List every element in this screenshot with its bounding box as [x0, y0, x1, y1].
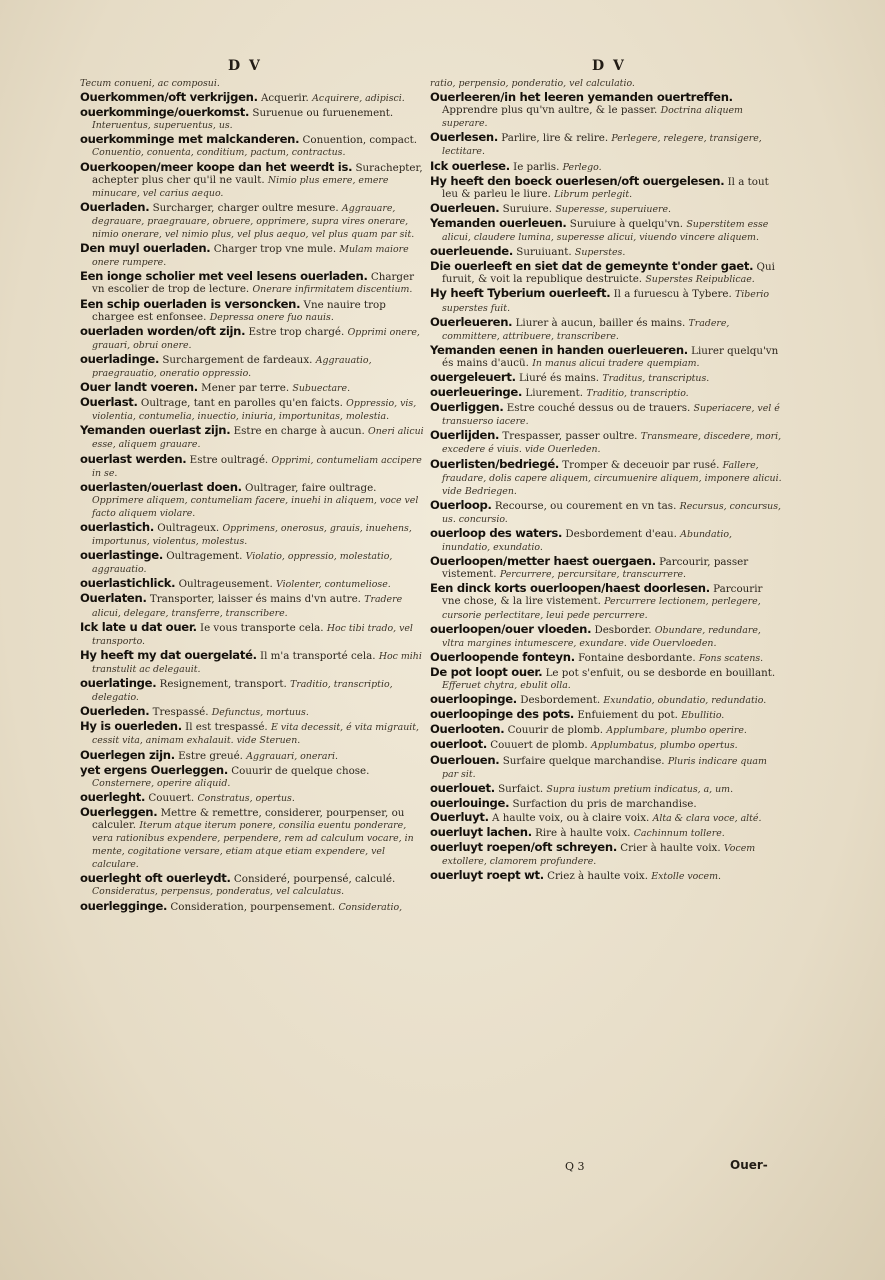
- dictionary-entry: [80, 764, 426, 790]
- latin-gloss: Supra iustum pretium indicatus, a, um.: [546, 783, 734, 795]
- french-gloss: Recourse, ou courement en vn tas.: [494, 499, 677, 512]
- dictionary-entry: [80, 872, 426, 898]
- latin-gloss: Cachinnum tollere.: [633, 827, 725, 839]
- headword: Die ouerleeft en siet dat de gemeynte t'onder gaet.: [430, 259, 754, 274]
- dictionary-entry: [430, 458, 782, 498]
- latin-gloss: Pluris indicare quam par sit.: [442, 755, 767, 780]
- french-gloss: Suruiuant.: [516, 246, 572, 259]
- french-gloss: Liurement.: [525, 387, 584, 400]
- dictionary-entry: [430, 202, 782, 216]
- latin-gloss: Interuentus, superuentus, us.: [92, 120, 233, 132]
- dictionary-entry: [430, 245, 782, 259]
- headword: Ick late u dat ouer.: [80, 619, 197, 634]
- dictionary-entry: [430, 797, 782, 810]
- headword: Hy heeft den boeck ouerlesen/oft ouergelesen.: [430, 173, 725, 188]
- dictionary-entry: [80, 201, 426, 241]
- french-gloss: Charger trop vne mule.: [213, 243, 337, 256]
- latin-gloss: Subuectare.: [292, 383, 351, 395]
- headword: Een ionge scholier met veel lesens ouerladen.: [80, 269, 368, 284]
- headword: Ouerlooten.: [430, 722, 505, 737]
- dictionary-entry: [80, 521, 426, 548]
- headword: Ouerleden.: [80, 704, 150, 719]
- dictionary-entry: [80, 133, 426, 159]
- french-gloss: Oultrageux.: [157, 522, 220, 534]
- latin-gloss: Perlegere, relegere, transigere, lectitare.: [442, 133, 762, 158]
- dictionary-entry: [80, 381, 426, 395]
- headword: Ouerlisten/bedriegé.: [430, 456, 560, 471]
- french-gloss: Il a furuescu à Tybere.: [613, 288, 732, 301]
- headword: Ouerlesen.: [430, 130, 498, 145]
- dictionary-entry: [80, 677, 426, 704]
- latin-gloss: Depressa onere fuo nauis.: [209, 311, 334, 323]
- latin-gloss: In manus alicui tradere quempiam.: [532, 357, 700, 369]
- dictionary-entry: [80, 481, 426, 520]
- french-gloss: Vne nauire trop chargee est enfonsee.: [92, 298, 386, 323]
- latin-gloss: Consideratus, perpensus, ponderatus, vel calculatus.: [92, 886, 345, 898]
- dictionary-entry: [80, 649, 426, 676]
- headword: Ouerleeren/in het leeren yemanden ouertreffen.: [430, 90, 733, 105]
- latin-gloss: Abundatio, inundatio, exundatio.: [442, 529, 732, 554]
- french-gloss: Charger vn escolier de trop de lecture.: [92, 271, 415, 296]
- latin-gloss: Conuentio, conuenta, conditium, pactum, contractus.: [92, 147, 346, 159]
- french-gloss: Estre trop chargé.: [248, 325, 345, 338]
- latin-gloss: Applumbatus, plumbo opertus.: [590, 740, 738, 752]
- latin-gloss: Tradere, committere, attribuere, transcribere.: [442, 317, 730, 342]
- french-gloss: Couurir de plomb.: [507, 724, 604, 737]
- dictionary-entry: [80, 577, 426, 591]
- dictionary-entry: [430, 316, 782, 343]
- latin-gloss: Tradere alicui, delegare, transferre, transcribere.: [92, 594, 403, 619]
- french-gloss: Oultrageusement.: [178, 578, 273, 591]
- french-gloss: Oultrager, faire oultrage.: [245, 481, 377, 494]
- headword: ouerloopen/ouer vloeden.: [430, 621, 592, 636]
- latin-gloss: Acquirere, adipisci.: [312, 93, 405, 105]
- dictionary-entry: [430, 527, 782, 554]
- dictionary-entry: [430, 175, 782, 201]
- french-gloss: Estre en charge à aucun.: [233, 425, 365, 438]
- dictionary-entry: [430, 782, 782, 796]
- french-gloss: Desbordement.: [520, 694, 601, 707]
- french-gloss: Parcourir vne chose, & la lire vistement.: [442, 583, 763, 608]
- headword: yet ergens Ouerleggen.: [80, 762, 228, 777]
- headword: Ouerlaten.: [80, 591, 147, 606]
- latin-gloss: Superstitem esse alicui, claudere lumina, superesse alicui, viuendo vincere aliquem.: [442, 218, 769, 244]
- latin-gloss: Opprimens, onerosus, grauis, inuehens, importunus, violentus, molestus.: [92, 523, 412, 548]
- headword: Ouerleueren.: [430, 314, 513, 329]
- latin-gloss: Violatio, oppressio, molestatio, aggrauatio.: [92, 551, 393, 576]
- dictionary-entry: [430, 344, 782, 370]
- french-gloss: Fontaine desbordante.: [578, 651, 696, 664]
- dictionary-entry: [80, 161, 426, 200]
- headword: Ouerlijden.: [430, 428, 500, 443]
- french-gloss: Estre greué.: [178, 749, 243, 762]
- headword: ouerleght.: [80, 789, 146, 804]
- french-gloss: Surfaire quelque marchandise.: [502, 754, 665, 767]
- dictionary-entry: [430, 666, 782, 692]
- headword: ouerlegginge.: [80, 898, 168, 913]
- french-gloss: Oultrage, tant en parolles qu'en faicts.: [140, 397, 343, 410]
- headword: ouerluyt lachen.: [430, 824, 532, 839]
- headword: ouerloopinge.: [430, 692, 517, 707]
- french-gloss: Le pot s'enfuit, ou se desborde en bouillant.: [545, 666, 776, 679]
- latin-gloss: Doctrina aliquem superare.: [442, 105, 743, 130]
- headword: ouerluyt roept wt.: [430, 868, 544, 883]
- dictionary-entry: [430, 386, 782, 400]
- dictionary-entry: [80, 298, 426, 324]
- latin-gloss: Superiacere, vel é transuerso iacere.: [442, 403, 780, 428]
- dictionary-entry: [430, 811, 782, 825]
- french-gloss: Surcharger, charger oultre mesure.: [152, 201, 339, 214]
- french-gloss: Surachepter, achepter plus cher qu'il ne vault.: [92, 161, 423, 186]
- headword: ouerleght oft ouerleydt.: [80, 871, 231, 886]
- headword: Hy is ouerleden.: [80, 719, 182, 734]
- headword: Ouerloopende fonteyn.: [430, 649, 575, 664]
- catchword: Ouer-: [730, 1158, 768, 1172]
- latin-gloss: Aggrauari, onerari.: [246, 750, 338, 762]
- headword: ouerloot.: [430, 737, 487, 752]
- latin-gloss: Violenter, contumeliose.: [276, 579, 391, 591]
- french-gloss: Liurer quelqu'vn és mains d'aucü.: [442, 344, 779, 369]
- dictionary-entry: [80, 749, 426, 763]
- headword: Ouerluyt.: [430, 809, 489, 824]
- french-gloss: Suruiure.: [502, 202, 553, 215]
- dictionary-entry: [430, 651, 782, 665]
- latin-gloss: Constratus, opertus.: [197, 792, 295, 804]
- french-gloss: Estre oultragé.: [189, 453, 269, 466]
- dictionary-entry: [80, 791, 426, 805]
- right-column: [430, 77, 782, 1162]
- french-gloss: Parlire, lire & relire.: [501, 132, 609, 145]
- french-gloss: Desborder.: [594, 623, 652, 636]
- latin-gloss: ratio, perpensio, ponderatio, vel calculatio.: [430, 78, 635, 89]
- headword: Hy heeft Tyberium ouerleeft.: [430, 286, 611, 301]
- french-gloss: Couurir de quelque chose.: [231, 764, 370, 777]
- dictionary-entry: [80, 106, 426, 132]
- french-gloss: Rire à haulte voix.: [535, 826, 631, 839]
- french-gloss: Surchargement de fardeaux.: [162, 353, 313, 366]
- latin-gloss: E vita decessit, é vita migrauit, cessit vita, animam exhalauit. vide Steruen.: [92, 722, 420, 747]
- latin-gloss: Obundare, redundare, vltra margines intumescere, exundare. vide Ouervloeden.: [442, 624, 761, 649]
- dictionary-entry: [80, 353, 426, 380]
- dictionary-entry: [430, 217, 782, 244]
- dictionary-entry: [430, 708, 782, 722]
- dictionary-entry: [80, 325, 426, 352]
- left-column: [80, 77, 426, 1162]
- dictionary-entry: [430, 693, 782, 707]
- headword: Ick ouerlese.: [430, 158, 510, 173]
- headword: ouerlastinge.: [80, 548, 163, 563]
- french-gloss: Ie parlis.: [513, 160, 560, 173]
- headword: ouerlasten/ouerlast doen.: [80, 479, 242, 494]
- latin-gloss: Opprimi onere, grauari, obrui onere.: [92, 326, 420, 351]
- latin-gloss: Defunctus, mortuus.: [211, 707, 309, 719]
- headword: Ouer landt voeren.: [80, 380, 198, 395]
- headword: ouerluyt roepen/oft schreyen.: [430, 840, 617, 855]
- dictionary-entry: [80, 396, 426, 423]
- french-gloss: Surfaction du pris de marchandise.: [512, 797, 697, 810]
- latin-gloss: Tecum conueni, ac composui.: [80, 78, 220, 89]
- french-gloss: Desbordement d'eau.: [565, 528, 677, 540]
- french-gloss: A haulte voix, ou à claire voix.: [492, 811, 650, 824]
- latin-gloss: Opprimi, contumeliam accipere in se.: [92, 454, 422, 479]
- dictionary-entry: [80, 242, 426, 269]
- headword: Yemanden eenen in handen ouerleueren.: [430, 342, 688, 357]
- french-gloss: Acquerir.: [260, 92, 309, 105]
- latin-gloss: Perlego.: [562, 161, 602, 173]
- headword: ouerladen worden/oft zijn.: [80, 323, 246, 338]
- headword: Een dinck korts ouerloopen/haest doorlesen.: [430, 581, 710, 596]
- headword: ouerleuende.: [430, 244, 513, 259]
- headword: Ouerliggen.: [430, 400, 504, 415]
- dictionary-entry: [80, 77, 426, 90]
- french-gloss: Estre couché dessus ou de trauers.: [506, 402, 691, 415]
- french-gloss: Trespassé.: [152, 706, 209, 719]
- dictionary-entry: [80, 453, 426, 480]
- latin-gloss: Exundatio, obundatio, redundatio.: [603, 695, 767, 707]
- latin-gloss: Librum perlegit.: [554, 188, 633, 200]
- running-head-right: D V: [592, 58, 626, 74]
- headword: Ouerladen.: [80, 199, 150, 214]
- dictionary-entry: [430, 371, 782, 385]
- french-gloss: Couuert.: [148, 791, 195, 804]
- latin-gloss: Superstes.: [574, 247, 626, 259]
- latin-gloss: Ebullitio.: [681, 710, 725, 722]
- dictionary-entry: [430, 738, 782, 752]
- latin-gloss: Aggrauare, degrauare, praegrauare, obruere, opprimere, supra vires onerare, nimio onerare, vel nimio plus, vel plus aequo, vel plus quam par sit.: [92, 202, 415, 241]
- headword: ouerlast werden.: [80, 451, 187, 466]
- french-gloss: Tromper & deceuoir par rusé.: [562, 458, 720, 471]
- headword: ouerloopinge des pots.: [430, 707, 575, 722]
- french-gloss: Il est trespassé.: [185, 721, 268, 734]
- headword: Yemanden ouerleuen.: [430, 215, 567, 230]
- latin-gloss: Percurrere, percursitare, transcurrere.: [499, 569, 686, 581]
- french-gloss: Il m'a transporté cela.: [260, 649, 376, 662]
- french-gloss: Consideré, pourpensé, calculé.: [233, 873, 396, 886]
- headword: Ouerlouen.: [430, 752, 500, 767]
- dictionary-entry: [430, 754, 782, 781]
- latin-gloss: Opprimere aliquem, contumeliam facere, inuehi in aliquem, voce vel facto aliquem violare.: [92, 494, 419, 519]
- latin-gloss: Recursus, concursus, us. concursio.: [442, 500, 781, 525]
- french-gloss: Crier à haulte voix.: [620, 842, 721, 855]
- french-gloss: Consideration, pourpensement.: [170, 900, 336, 913]
- headword: Een schip ouerladen is versoncken.: [80, 296, 301, 311]
- latin-gloss: Traditio, transcriptio.: [586, 388, 689, 400]
- latin-gloss: Consideratio,: [338, 901, 403, 913]
- headword: Ouerlegen zijn.: [80, 747, 175, 762]
- latin-gloss: Oneri alicui esse, aliquem grauare.: [92, 426, 424, 451]
- dictionary-entry: [80, 705, 426, 719]
- dictionary-entry: [430, 160, 782, 174]
- latin-gloss: Percurrere lectionem, perlegere, cursorie perlectitare, leui pede percurrere.: [442, 596, 761, 621]
- french-gloss: Transporter, laisser és mains d'vn autre.: [149, 593, 361, 606]
- latin-gloss: Alta & clara voce, alté.: [652, 812, 762, 824]
- dictionary-entry: [80, 549, 426, 576]
- headword: ouerleueringe.: [430, 385, 523, 400]
- dictionary-entry: [80, 91, 426, 105]
- headword: ouerladinge.: [80, 351, 160, 366]
- latin-gloss: Mulam maiore onere rumpere.: [92, 244, 409, 269]
- latin-gloss: Traditio, transcriptio, delegatio.: [92, 679, 393, 704]
- latin-gloss: Tiberio superstes fuit.: [442, 289, 769, 314]
- french-gloss: Oultragement.: [166, 550, 243, 563]
- latin-gloss: Transmeare, discedere, mori, excedere é viuis. vide Ouerleden.: [442, 431, 782, 456]
- headword: ouerlastich.: [80, 520, 154, 534]
- headword: Ouerlast.: [80, 395, 138, 410]
- headword: Ouerleuen.: [430, 200, 500, 215]
- running-head-left: D V: [228, 58, 262, 74]
- french-gloss: Liurer à aucun, bailler és mains.: [515, 316, 686, 329]
- dictionary-entry: [430, 582, 782, 621]
- headword: Hy heeft my dat ouergelaté.: [80, 647, 257, 662]
- french-gloss: Conuention, compact.: [302, 134, 418, 147]
- dictionary-entry: [80, 592, 426, 619]
- latin-gloss: Hoc mihi transtulit ac delegauit.: [92, 650, 422, 675]
- dictionary-entry: [430, 555, 782, 581]
- dictionary-entry: [430, 429, 782, 456]
- dictionary-entry: [430, 401, 782, 428]
- latin-gloss: Iterum atque iterum ponere, consilia euentu ponderare, vera rationibus expendere, perpendere, rem ad calculum vocare, in mente, cogitatione versare, etiam atque etiam expendere, vel calculare.: [92, 819, 414, 871]
- latin-gloss: Oppressio, vis, violentia, contumelia, inuectio, iniuria, importunitas, molestia.: [92, 398, 417, 423]
- dictionary-entry: [430, 499, 782, 526]
- french-gloss: Parcourir, passer vistement.: [442, 556, 749, 581]
- dictionary-entry: [430, 869, 782, 883]
- dictionary-entry: [430, 260, 782, 286]
- headword: Yemanden ouerlast zijn.: [80, 423, 231, 438]
- french-gloss: Il a tout leu & parleu le liure.: [442, 175, 769, 200]
- french-gloss: Criez à haulte voix.: [547, 870, 649, 883]
- french-gloss: Ie vous transporte cela.: [200, 621, 324, 634]
- french-gloss: Mener par terre.: [201, 382, 290, 395]
- french-gloss: Mettre & remettre, considerer, pourpenser, ou calculer.: [92, 806, 405, 831]
- french-gloss: Suruiure à quelqu'vn.: [569, 217, 684, 230]
- dictionary-entry: [80, 424, 426, 451]
- french-gloss: Enfuiement du pot.: [577, 709, 678, 722]
- latin-gloss: Nimio plus emere, emere minucare, vel carius aequo.: [92, 174, 389, 199]
- french-gloss: Couuert de plomb.: [490, 739, 588, 752]
- latin-gloss: Aggrauatio, praegrauatio, oneratio oppressio.: [92, 354, 372, 379]
- french-gloss: Apprendre plus qu'vn aultre, & le passer.: [442, 104, 658, 117]
- dictionary-entry: [80, 900, 426, 914]
- latin-gloss: Traditus, transcriptus.: [602, 372, 710, 384]
- french-gloss: Qui furuit, & voit la republique destruicte.: [442, 261, 775, 286]
- latin-gloss: Efferuet chytra, ebulit olla.: [442, 680, 571, 692]
- dictionary-entry: [80, 621, 426, 648]
- headword: ouerlouinge.: [430, 795, 510, 810]
- headword: ouerlatinge.: [80, 676, 157, 691]
- latin-gloss: Applumbare, plumbo operire.: [606, 725, 747, 737]
- french-gloss: Resignement, transport.: [159, 678, 287, 691]
- french-gloss: Liuré és mains.: [518, 371, 600, 384]
- dictionary-entry: [430, 287, 782, 314]
- latin-gloss: Onerare infirmitatem discentium.: [252, 284, 413, 296]
- french-gloss: Trespasser, passer oultre.: [502, 430, 638, 443]
- dictionary-entry: [430, 131, 782, 158]
- dictionary-entry: [430, 723, 782, 737]
- dictionary-entry: [80, 720, 426, 747]
- headword: ouergeleuert.: [430, 369, 516, 384]
- dictionary-entry: [80, 270, 426, 296]
- latin-gloss: Superstes Reipublicae.: [645, 274, 755, 286]
- headword: De pot loopt ouer.: [430, 664, 543, 679]
- headword: ouerkomminge met malckanderen.: [80, 132, 300, 147]
- signature-mark: Q 3: [565, 1160, 585, 1173]
- dictionary-entry: [430, 841, 782, 868]
- headword: ouerkomminge/ouerkomst.: [80, 105, 250, 120]
- headword: Ouerleggen.: [80, 804, 158, 819]
- french-gloss: Suruenue ou furuenement.: [252, 107, 394, 120]
- latin-gloss: Superesse, superuiuere.: [555, 203, 672, 215]
- latin-gloss: Consternere, operire aliquid.: [92, 777, 231, 789]
- headword: ouerloop des waters.: [430, 526, 563, 540]
- latin-gloss: Fallere, fraudare, dolis capere aliquem, circumuenire aliquem, imponere alicui. vide Bedriegen.: [442, 459, 782, 497]
- dictionary-entry: [430, 826, 782, 840]
- dictionary-entry: [80, 806, 426, 871]
- headword: Ouerloopen/metter haest ouergaen.: [430, 554, 656, 569]
- latin-gloss: Extolle vocem.: [651, 871, 721, 883]
- latin-gloss: Vocem extollere, clamorem profundere.: [442, 843, 756, 868]
- headword: ouerlastichlick.: [80, 576, 176, 591]
- headword: ouerlouet.: [430, 780, 495, 795]
- headword: Ouerkommen/oft verkrijgen.: [80, 90, 258, 105]
- latin-gloss: Hoc tibi trado, vel transporto.: [92, 622, 413, 647]
- dictionary-entry: [430, 91, 782, 130]
- headword: Ouerloop.: [430, 497, 492, 512]
- dictionary-entry: [430, 77, 782, 90]
- headword: Den muyl ouerladen.: [80, 241, 211, 256]
- dictionary-entry: [430, 623, 782, 650]
- headword: Ouerkoopen/meer koope dan het weerdt is.: [80, 159, 353, 174]
- latin-gloss: Fons scatens.: [698, 652, 764, 664]
- french-gloss: Surfaict.: [498, 782, 544, 795]
